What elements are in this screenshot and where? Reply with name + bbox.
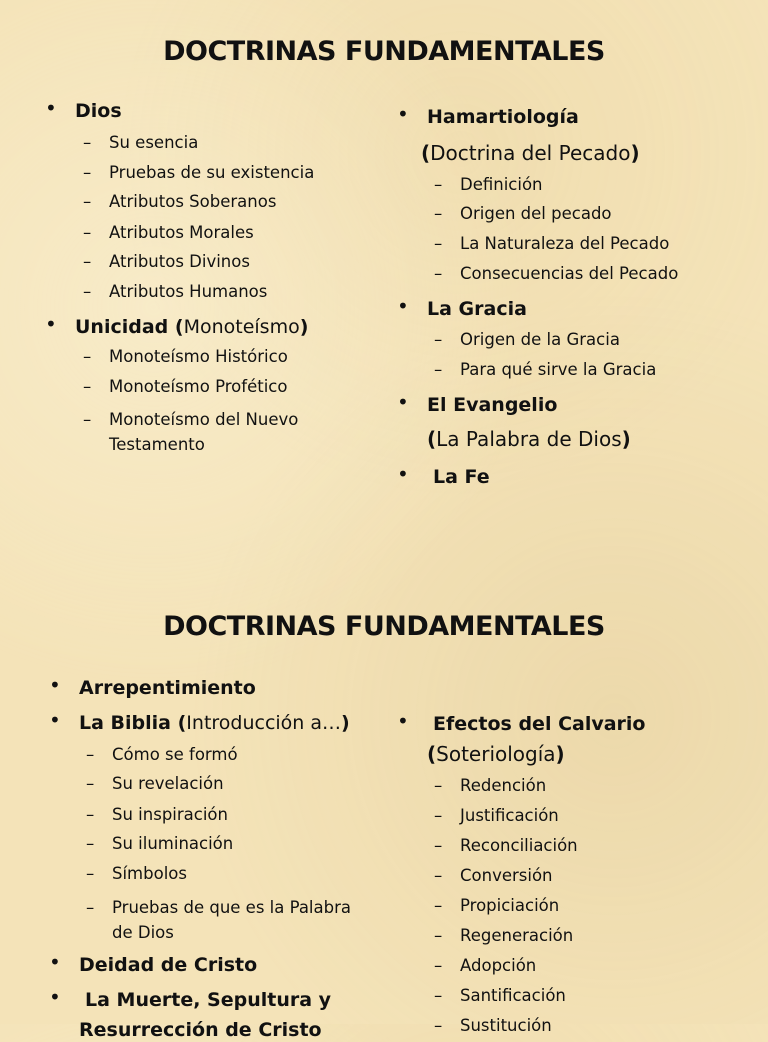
dash-icon: – (83, 133, 92, 152)
dash-icon: – (434, 360, 443, 379)
dash-icon: – (434, 896, 443, 915)
list-item: – Monoteísmo Profético (83, 377, 288, 396)
dash-icon: – (83, 347, 92, 366)
dash-icon: – (86, 834, 95, 853)
efectos-subtitle: (Soteriología) (427, 742, 565, 766)
bullet-icon: • (397, 294, 409, 318)
dash-icon: – (434, 234, 443, 253)
bullet-icon: • (49, 950, 61, 974)
list-item: – Propiciación (434, 896, 560, 915)
list-item: – Pruebas de su existencia (83, 163, 315, 182)
list-item: – Definición (434, 175, 543, 194)
slide-2 (0, 512, 768, 1041)
slide-1 (0, 0, 768, 512)
bullet-icon: • (397, 709, 409, 733)
list-item: – Su iluminación (86, 834, 234, 853)
dash-icon: – (86, 805, 95, 824)
dash-icon: – (83, 163, 92, 182)
bullet-icon: • (397, 102, 409, 126)
dash-icon: – (434, 986, 443, 1005)
list-item: – Santificación (434, 986, 566, 1005)
bullet-icon: • (49, 708, 61, 732)
bullet-evangelio: • El Evangelio (397, 390, 558, 416)
slide-title: DOCTRINAS FUNDAMENTALES (163, 611, 605, 642)
bullet-icon: • (49, 985, 61, 1009)
bullet-icon: • (45, 312, 57, 336)
dash-icon: – (83, 252, 92, 271)
list-item: – Su inspiración (86, 805, 228, 824)
dash-icon: – (83, 223, 92, 242)
list-item: – Adopción (434, 956, 537, 975)
list-item: – La Naturaleza del Pecado (434, 234, 670, 253)
dash-icon: – (86, 864, 95, 883)
dash-icon: – (434, 836, 443, 855)
list-item: – Atributos Morales (83, 223, 254, 242)
evangelio-subtitle: (La Palabra de Dios) (427, 427, 631, 451)
bullet-arrepentimiento: • Arrepentimiento (49, 673, 256, 699)
list-item: – Atributos Divinos (83, 252, 250, 271)
hamartiologia-subtitle: (Doctrina del Pecado) (421, 141, 640, 165)
list-item: – Atributos Soberanos (83, 192, 277, 211)
bullet-icon: • (45, 96, 57, 120)
slide-title: DOCTRINAS FUNDAMENTALES (163, 36, 605, 67)
list-item: – Atributos Humanos (83, 282, 268, 301)
dash-icon: – (83, 410, 92, 429)
list-item: – Redención (434, 776, 547, 795)
bullet-hamartiologia: • Hamartiología (397, 102, 579, 128)
dash-icon: – (434, 204, 443, 223)
dash-icon: – (434, 866, 443, 885)
dash-icon: – (83, 377, 92, 396)
dash-icon: – (434, 926, 443, 945)
bullet-efectos: • Efectos del Calvario (397, 709, 646, 735)
list-item: – Monoteísmo Histórico (83, 347, 288, 366)
dash-icon: – (86, 745, 95, 764)
list-item: – Para qué sirve la Gracia (434, 360, 657, 379)
list-item: – Reconciliación (434, 836, 578, 855)
muerte-continuation: Resurrección de Cristo (79, 1019, 322, 1041)
dash-icon: – (86, 898, 95, 917)
bullet-icon: • (397, 390, 409, 414)
bullet-icon: • (49, 673, 61, 697)
list-item: – Su revelación (86, 774, 224, 793)
bullet-biblia: • La Biblia (Introducción a…) (49, 708, 350, 734)
list-item: – Regeneración (434, 926, 574, 945)
list-item: – Su esencia (83, 133, 199, 152)
bullet-dios: • Dios (45, 96, 122, 122)
bullet-deidad: • Deidad de Cristo (49, 950, 258, 976)
list-item: – Justificación (434, 806, 559, 825)
dash-icon: – (434, 330, 443, 349)
dash-icon: – (434, 956, 443, 975)
dash-icon: – (83, 192, 92, 211)
bullet-fe: • La Fe (397, 462, 490, 488)
dash-icon: – (434, 175, 443, 194)
bullet-icon: • (397, 462, 409, 486)
dash-icon: – (83, 282, 92, 301)
list-item: – Monoteísmo del Nuevo Testamento (109, 407, 349, 457)
list-item: – Cómo se formó (86, 745, 238, 764)
dash-icon: – (434, 776, 443, 795)
list-item: – Símbolos (86, 864, 187, 883)
list-item: – Origen del pecado (434, 204, 612, 223)
list-item: – Origen de la Gracia (434, 330, 620, 349)
dash-icon: – (434, 806, 443, 825)
list-item: – Conversión (434, 866, 553, 885)
dash-icon: – (434, 264, 443, 283)
list-item: – Consecuencias del Pecado (434, 264, 679, 283)
dash-icon: – (86, 774, 95, 793)
bullet-muerte: • La Muerte, Sepultura y (49, 985, 332, 1011)
list-item: – Pruebas de que es la Palabra de Dios (112, 895, 367, 945)
list-item: – Sustitución (434, 1016, 552, 1035)
dash-icon: – (434, 1016, 443, 1035)
bullet-unicidad: • Unicidad (Monoteísmo) (45, 312, 309, 338)
bullet-gracia: • La Gracia (397, 294, 527, 320)
